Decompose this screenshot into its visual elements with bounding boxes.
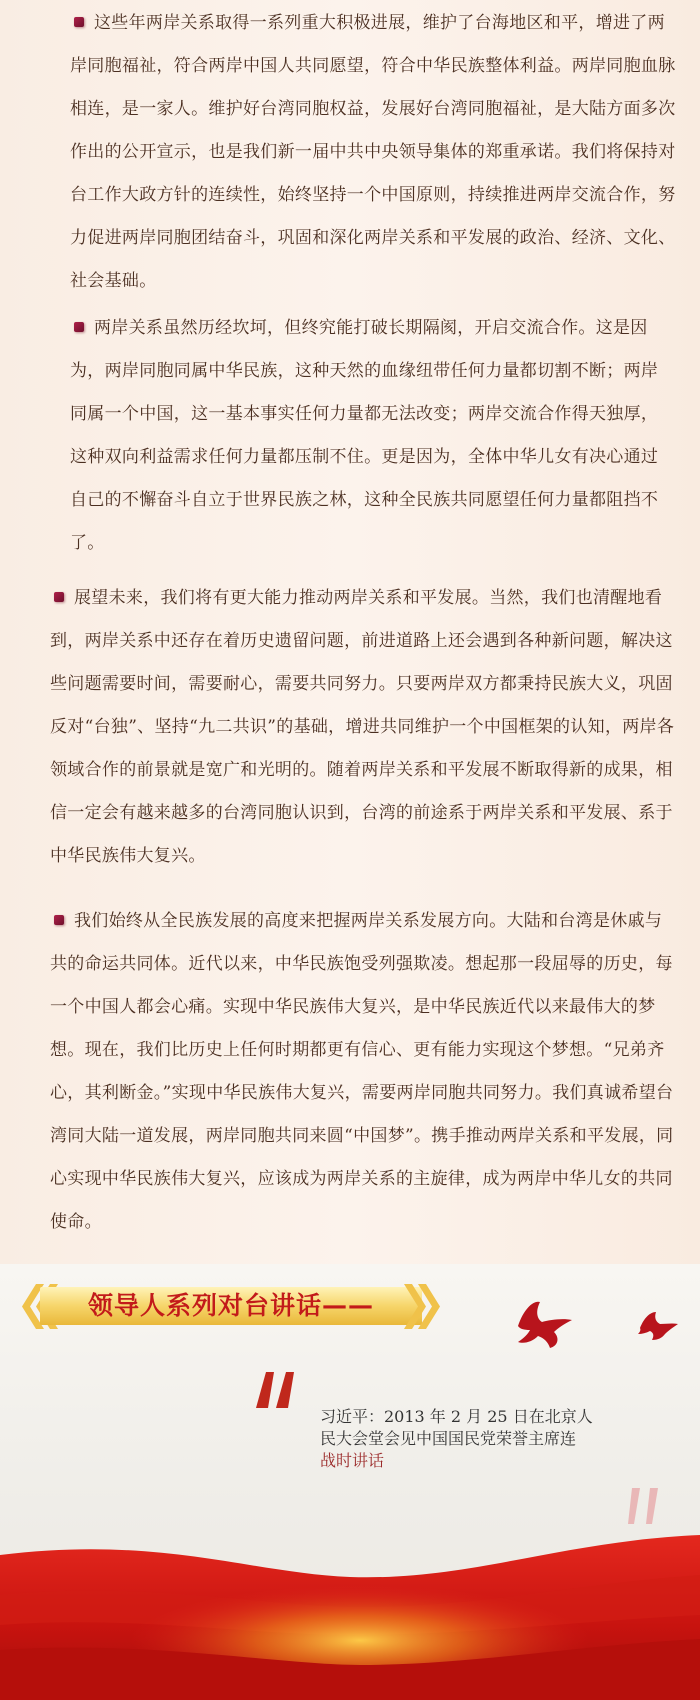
quote-source-line-3: 战时讲话 xyxy=(320,1451,385,1470)
red-ribbon-decoration xyxy=(0,1535,700,1700)
paragraph-1-text: 这些年两岸关系取得一系列重大积极进展，维护了台海地区和平，增进了两岸同胞福祉，符合两岸中国人共同愿望，符合中华民族整体利益。两岸同胞血脉相连，是一家人。维护好台湾同胞权益，发展好台湾同胞福祉，是大陆方面多次作出的公开宣示，也是我们新一届中共中央领导集体的郑重承诺。我们将保持对台工作大政方针的连续性，始终坚持一个中国原则，持续推进两岸交流合作，努力促进两岸同胞团结奋斗，巩固和深化两岸关系和平发展的政治、经济、文化、社会基础。 xyxy=(70,13,676,291)
quote-source-line-1: 习近平：2013 年 2 月 25 日在北京人 xyxy=(320,1407,593,1426)
dove-icon xyxy=(518,1302,572,1348)
quote-source-line-2: 民大会堂会见中国国民党荣誉主席连 xyxy=(320,1429,577,1448)
paragraph-2 xyxy=(70,307,670,565)
paragraph-1 xyxy=(70,2,682,303)
quote-source xyxy=(320,1406,620,1472)
doves-decoration xyxy=(510,1298,680,1358)
paragraph-2-text: 两岸关系虽然历经坎坷，但终究能打破长期隔阂，开启交流合作。这是因为，两岸同胞同属中华民族，这种天然的血缘纽带任何力量都切割不断；两岸同属一个中国，这一基本事实任何力量都无法改变；两岸交流合作得天独厚，这种双向利益需求任何力量都压制不住。更是因为，全体中华儿女有决心通过自己的不懈奋斗自立于世界民族之林，这种全民族共同愿望任何力量都阻挡不了。 xyxy=(70,318,659,553)
paragraph-3-text: 展望未来，我们将有更大能力推动两岸关系和平发展。当然，我们也清醒地看到，两岸关系中还存在着历史遗留问题，前进道路上还会遇到各种新问题，解决这些问题需要时间，需要耐心，需要共同努力。只要两岸双方都秉持民族大义，巩固反对“台独”、坚持“九二共识”的基础，增进共同维护一个中国框架的认知，两岸各领域合作的前景就是宽广和光明的。随着两岸关系和平发展不断取得新的成果，相信一定会有越来越多的台湾同胞认识到，台湾的前途系于两岸关系和平发展、系于中华民族伟大复兴。 xyxy=(50,588,675,866)
bullet-square-icon xyxy=(74,322,84,332)
close-quote-icon xyxy=(620,1484,668,1528)
bullet-square-icon xyxy=(54,915,64,925)
paragraph-3 xyxy=(50,577,675,878)
section-banner xyxy=(22,1284,440,1329)
bullet-square-icon xyxy=(74,17,84,27)
open-quote-icon xyxy=(252,1368,300,1412)
double-chevron-right-icon xyxy=(400,1284,440,1329)
bullet-square-icon xyxy=(54,592,64,602)
paragraph-4-text: 我们始终从全民族发展的高度来把握两岸关系发展方向。大陆和台湾是休戚与共的命运共同体。近代以来，中华民族饱受列强欺凌。想起那一段屈辱的历史，每一个中国人都会心痛。实现中华民族伟大复兴，是中华民族近代以来最伟大的梦想。现在，我们比历史上任何时期都更有信心、更有能力实现这个梦想。“兄弟齐心，其利断金。”实现中华民族伟大复兴，需要两岸同胞共同努力。我们真诚希望台湾同大陆一道发展，两岸同胞共同来圆“中国梦”。携手推动两岸关系和平发展，同心实现中华民族伟大复兴，应该成为两岸关系的主旋律，成为两岸中华儿女的共同使命。 xyxy=(50,911,674,1232)
dove-icon xyxy=(638,1312,678,1340)
paragraph-4 xyxy=(50,900,675,1244)
banner-title: 领导人系列对台讲话—— xyxy=(88,1291,375,1320)
